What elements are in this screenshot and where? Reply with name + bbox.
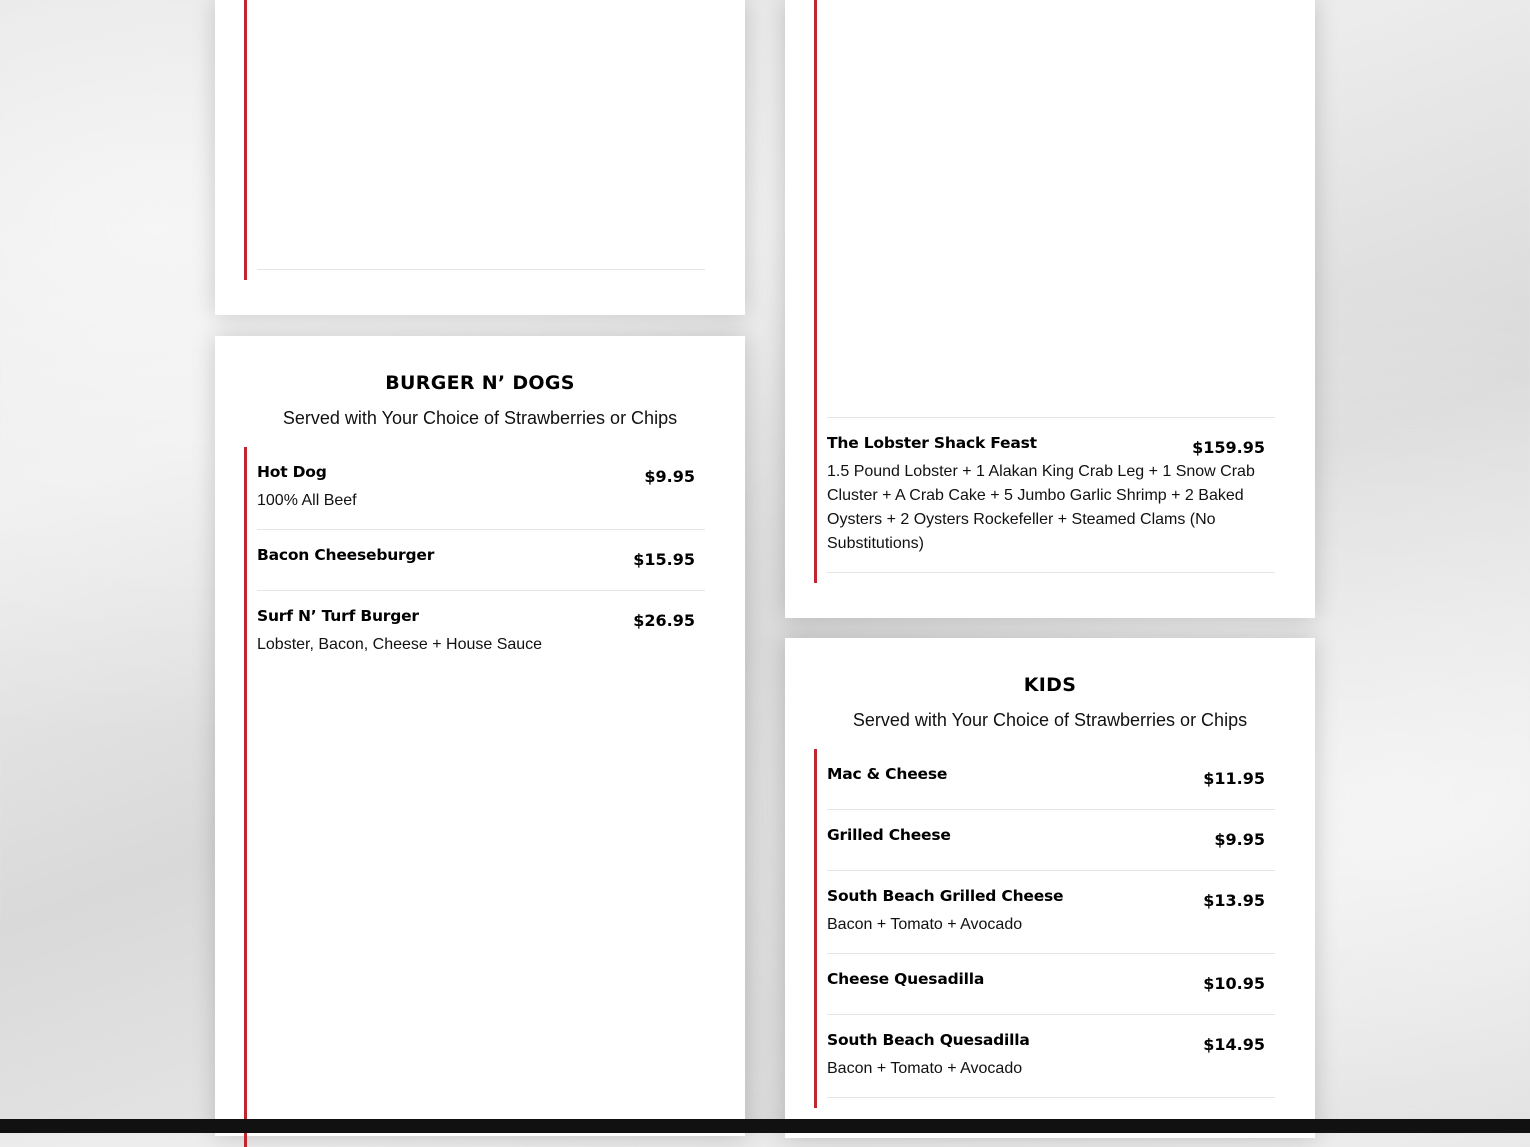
menu-item-name: Grilled Cheese — [827, 826, 951, 844]
section-title: KIDS — [1023, 674, 1077, 696]
menu-item-price: $9.95 — [644, 467, 695, 486]
menu-item-name: Bacon Cheeseburger — [257, 546, 435, 564]
section-subtitle: Served with Your Choice of Strawberries or Chips — [282, 408, 678, 428]
menu-item-price: $13.95 — [1203, 891, 1265, 910]
menu-item — [827, 810, 1275, 871]
menu-item-list — [827, 418, 1275, 573]
card-accent-bar — [244, 447, 247, 1147]
bottom-bar — [0, 1119, 1530, 1133]
card-accent-bar — [814, 749, 817, 1108]
menu-item-price: $11.95 — [1203, 769, 1265, 788]
menu-item-price: $14.95 — [1203, 1035, 1265, 1054]
menu-item — [257, 591, 705, 674]
menu-card-burger-n-dogs — [215, 336, 745, 1136]
card-accent-bar — [244, 0, 247, 280]
menu-item-price: $26.95 — [633, 611, 695, 630]
menu-item — [827, 871, 1275, 954]
menu-item-list — [257, 447, 705, 674]
card-accent-bar — [814, 0, 817, 583]
menu-item-description: 1.5 Pound Lobster + 1 Alakan King Crab Leg + 1 Snow Crab Cluster + A Crab Cake + 5 Jumbo Garlic Shrimp + 2 Baked Oysters + 2 Oysters Rockefeller + Steamed Clams (No Substitutions) — [827, 463, 1255, 552]
menu-item-name: Cheese Quesadilla — [827, 970, 985, 988]
menu-item-description: Bacon + Tomato + Avocado — [827, 1060, 1023, 1077]
menu-item-name: Hot Dog — [257, 463, 327, 481]
menu-item — [257, 530, 705, 591]
menu-item — [827, 954, 1275, 1015]
section-subtitle: Served with Your Choice of Strawberries or Chips — [852, 710, 1248, 730]
menu-item-description: 100% All Beef — [257, 492, 357, 509]
item-divider — [257, 269, 705, 270]
menu-item-name: Surf N’ Turf Burger — [257, 607, 419, 625]
menu-item — [827, 1015, 1275, 1098]
menu-item-description: Bacon + Tomato + Avocado — [827, 916, 1023, 933]
menu-item-price: $15.95 — [633, 550, 695, 569]
menu-item-name: Mac & Cheese — [827, 765, 948, 783]
menu-item-name: South Beach Grilled Cheese — [827, 887, 1064, 905]
menu-item-price: $9.95 — [1214, 830, 1265, 849]
menu-item-price: $10.95 — [1203, 974, 1265, 993]
menu-card-previous-left — [215, 0, 745, 315]
menu-item-name: The Lobster Shack Feast — [827, 434, 1037, 452]
menu-item — [827, 749, 1275, 810]
menu-card-kids — [785, 638, 1315, 1138]
menu-item — [257, 447, 705, 530]
menu-item-price: $159.95 — [1192, 438, 1265, 457]
menu-item-list — [827, 749, 1275, 1098]
menu-item-name: South Beach Quesadilla — [827, 1031, 1030, 1049]
menu-card-previous-right — [785, 0, 1315, 618]
section-title: BURGER N’ DOGS — [385, 372, 575, 394]
menu-item-description: Lobster, Bacon, Cheese + House Sauce — [257, 636, 543, 653]
menu-item — [827, 418, 1275, 573]
